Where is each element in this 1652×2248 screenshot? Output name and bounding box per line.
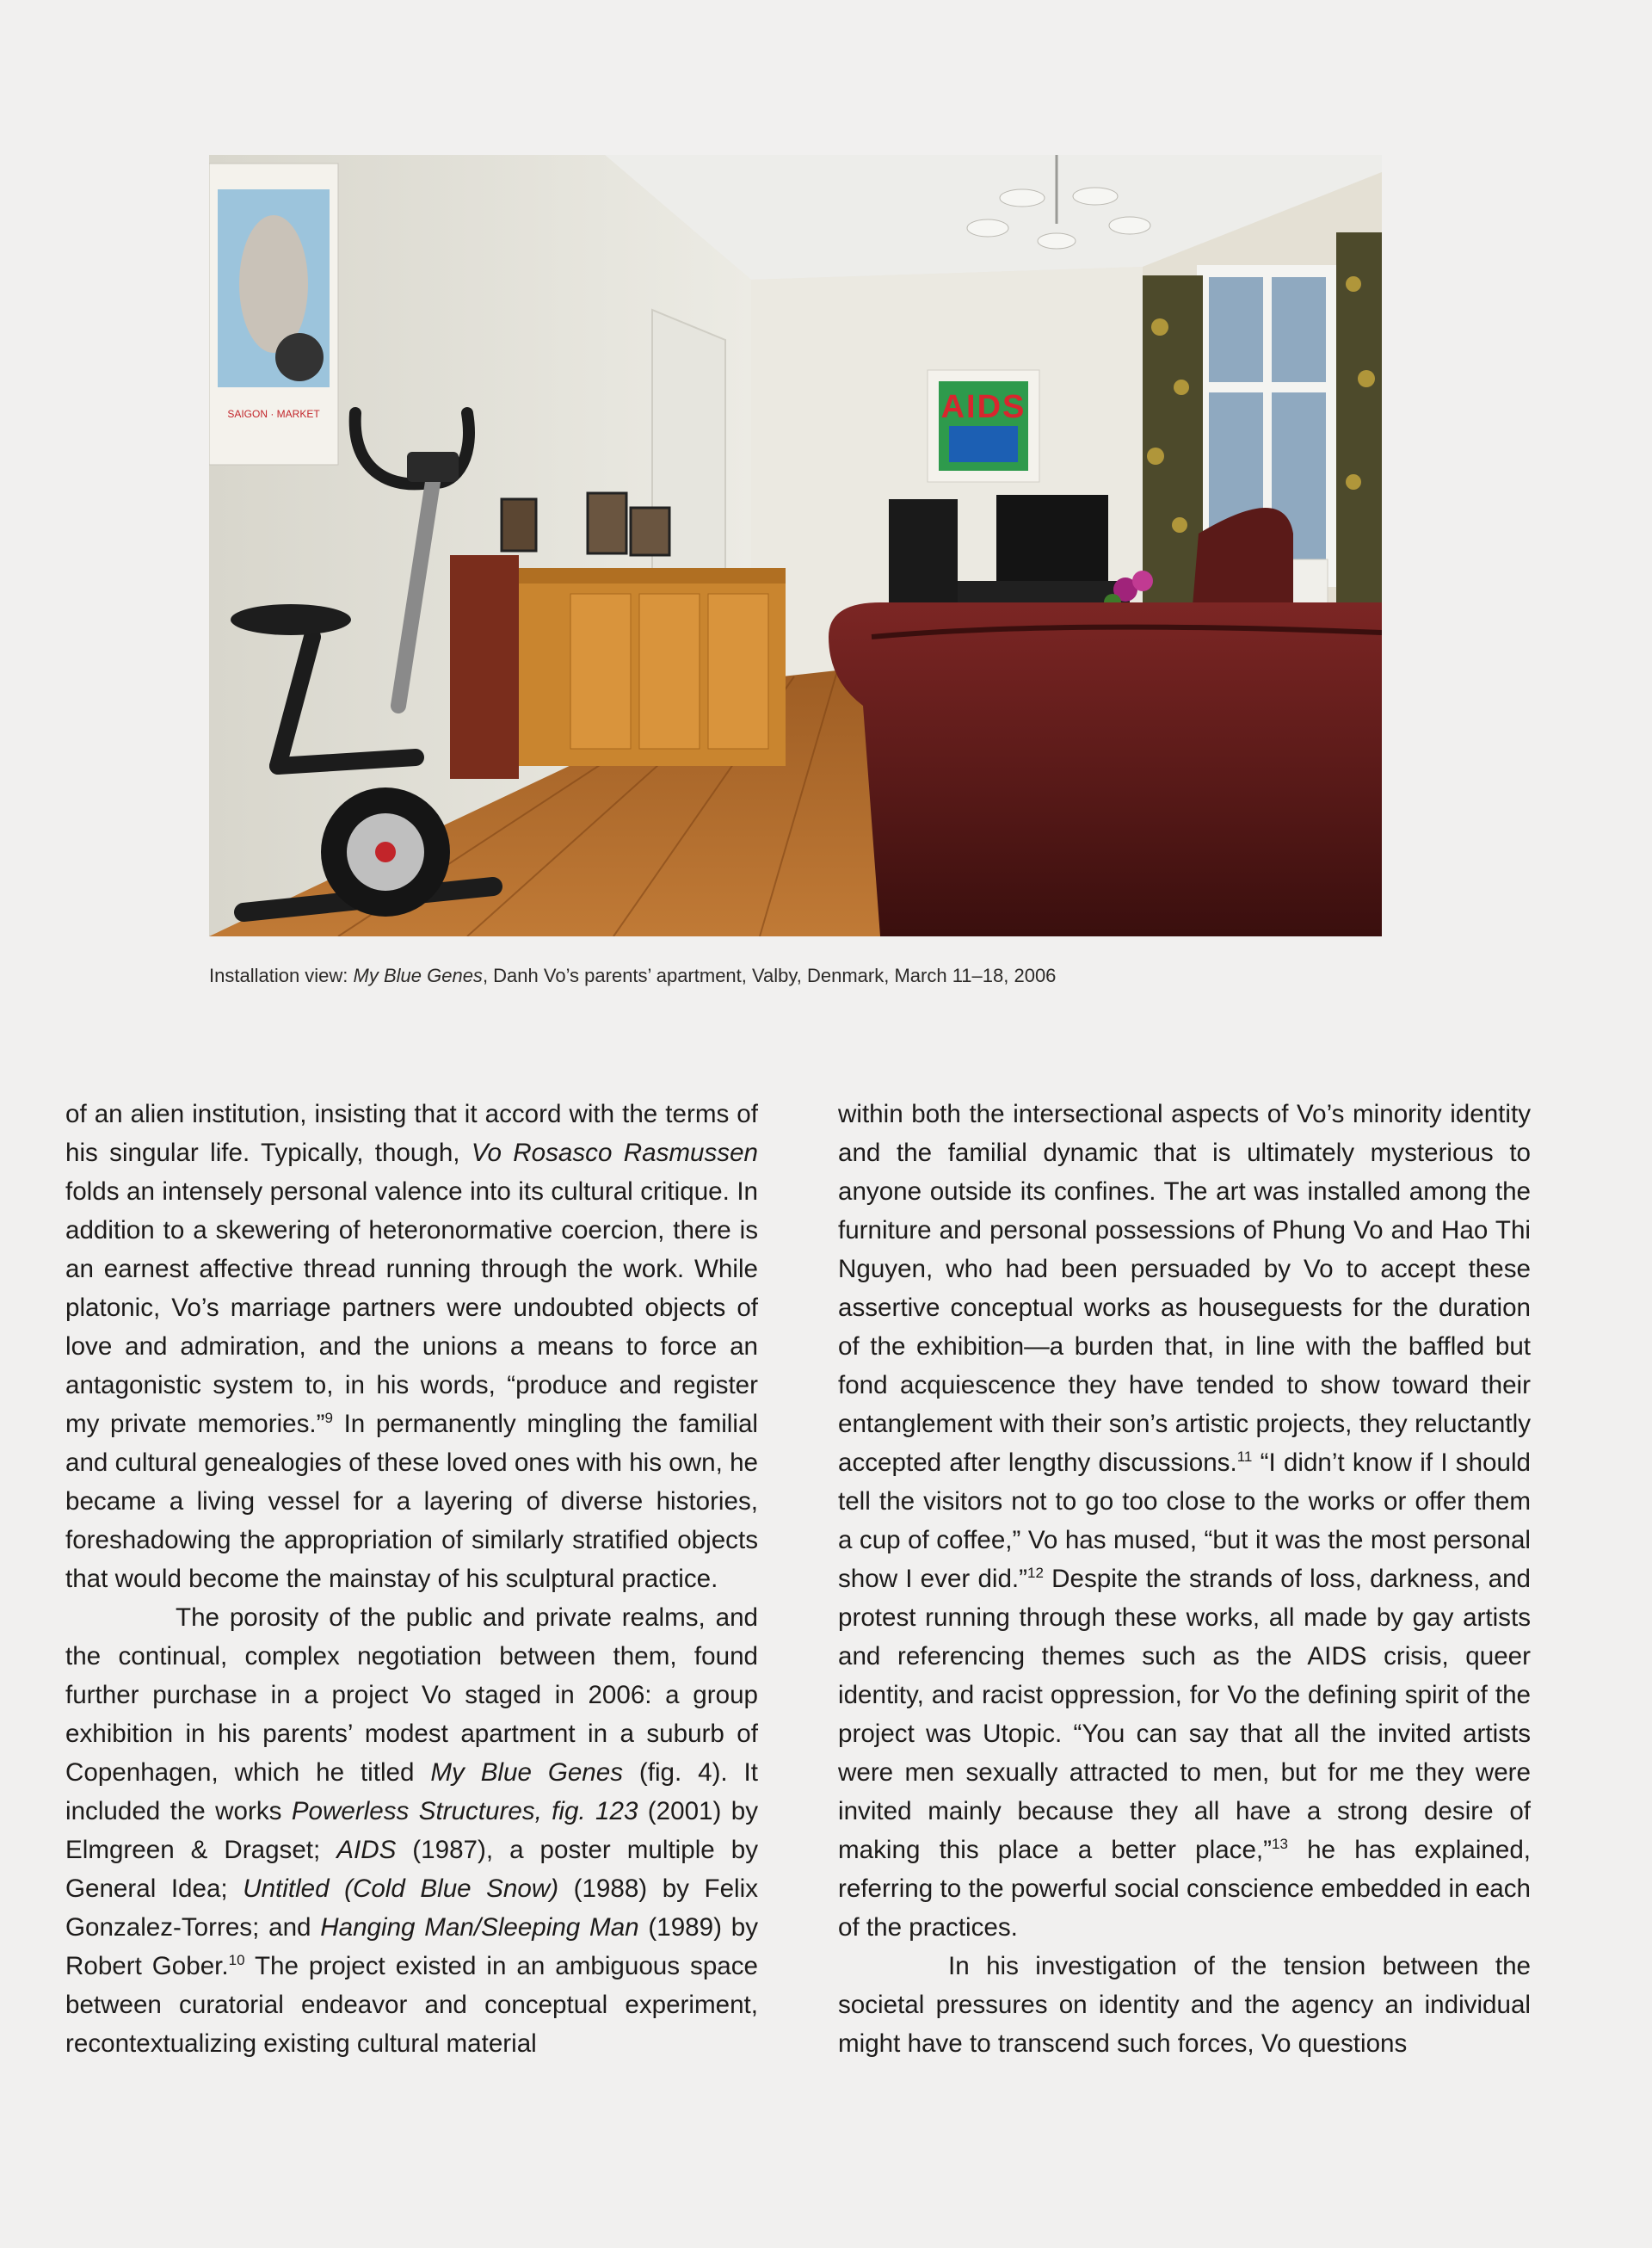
footnote-11[interactable]: 11 xyxy=(1236,1448,1253,1466)
italic-work-title: Vo Rosasco Rasmussen xyxy=(471,1139,758,1167)
text-run: “I didn’t know if I should tell the visitors not to go too close to the works or offer them a cup of coffee,” Vo has mused, “but it was the most personal show I ever did.” xyxy=(838,1448,1531,1593)
text-run: Despite the strands of loss, darkness, and protest running through these works, all made by gay artists and referencing themes such as the AIDS crisis, queer identity, and racist oppression, for Vo the defining spirit of the project was Utopic. “You can say that all the invited artists were men sexually attracted to men, but for me they were invited mainly because they all have a strong desire of making this place a better place,” xyxy=(838,1565,1531,1864)
right-paragraph-2 xyxy=(838,1947,1531,2063)
text-run: (1988) by Felix Gonzalez-Torres; and xyxy=(65,1874,759,1942)
italic-work-title: Hanging Man/Sleeping Man xyxy=(320,1913,639,1942)
left-paragraph-2 xyxy=(65,1598,758,2063)
text-run: In permanently mingling the familial and cultural genealogies of these loved ones with his own, he became a living vessel for a layering of diverse histories, foreshadowing the appropriation of similarly stratified objects that would become the mainstay of his sculptural practice. xyxy=(65,1410,758,1593)
text-run: The project existed in an ambiguous space between curatorial endeavor and conceptual experiment, recontextualizing existing cultural material xyxy=(65,1952,758,2058)
aids-poster-text: AIDS xyxy=(940,389,1026,425)
right-column xyxy=(838,1095,1531,2063)
text-run: of an alien institution, insisting that it accord with the terms of his singular life. Typically, though, xyxy=(65,1100,758,1167)
text-run: folds an intensely personal valence into its cultural critique. In addition to a skewering of heteronormative coercion, there is an earnest affective thread running through the work. While platonic, Vo’s marriage partners were undoubted objects of love and admiration, and the unions a means to force an antagonistic system to, in his words, “produce and register my private memories.” xyxy=(65,1177,758,1438)
left-column xyxy=(65,1095,758,2063)
italic-work-title: My Blue Genes xyxy=(430,1758,624,1787)
footnote-12[interactable]: 12 xyxy=(1027,1565,1044,1582)
left-paragraph-1 xyxy=(65,1095,758,1598)
text-run: (1987), a poster multiple by General Idea; xyxy=(65,1836,758,1903)
caption-title: My Blue Genes xyxy=(353,965,483,986)
caption-prefix: Installation view: xyxy=(209,965,354,986)
footnote-10[interactable]: 10 xyxy=(228,1952,245,1969)
text-run: In his investigation of the tension between the societal pressures on identity and the agency an individual might have to transcend such forces, Vo questions xyxy=(838,1952,1531,2058)
italic-work-title: Untitled (Cold Blue Snow) xyxy=(243,1874,559,1903)
footnote-13[interactable]: 13 xyxy=(1272,1836,1288,1853)
italic-work-title: AIDS xyxy=(336,1836,397,1864)
caption-suffix: , Danh Vo’s parents’ apartment, Valby, Denmark, March 11–18, 2006 xyxy=(482,965,1057,986)
footnote-9[interactable]: 9 xyxy=(324,1410,333,1427)
text-run: (2001) by Elmgreen & Dragset; xyxy=(65,1797,758,1864)
text-run: within both the intersectional aspects of Vo’s minority identity and the familial dynamic that is ultimately mysterious to anyone outside its confines. The art was installed among the furniture and personal possessions of Phung Vo and Hao Thi Nguyen, who had been persuaded by Vo to accept these assertive conceptual works as houseguests for the duration of the exhibition—a burden that, in line with the baffled but fond acquiescence they have tended to show toward their entanglement with their son’s artistic projects, they reluctantly accepted after lengthy discussions. xyxy=(838,1100,1531,1477)
figure-caption xyxy=(209,964,1414,988)
right-paragraph-1 xyxy=(838,1095,1531,1947)
living-room-installation-photo-icon xyxy=(209,155,1382,936)
text-run: (fig. 4). It included the works xyxy=(65,1758,758,1825)
text-run: he has explained, referring to the powerful social conscience embedded in each of the practices. xyxy=(838,1836,1531,1942)
calendar-poster-text: SAIGON · MARKET xyxy=(227,408,320,420)
text-run: (1989) by Robert Gober. xyxy=(65,1913,758,1980)
text-run: The porosity of the public and private realms, and the continual, complex negotiation between them, found further purchase in a project Vo staged in 2006: a group exhibition in his parents’ modest apartment in a suburb of Copenhagen, which he titled xyxy=(65,1603,758,1787)
italic-work-title: Powerless Structures, fig. 123 xyxy=(291,1797,638,1825)
installation-photo xyxy=(209,155,1382,936)
